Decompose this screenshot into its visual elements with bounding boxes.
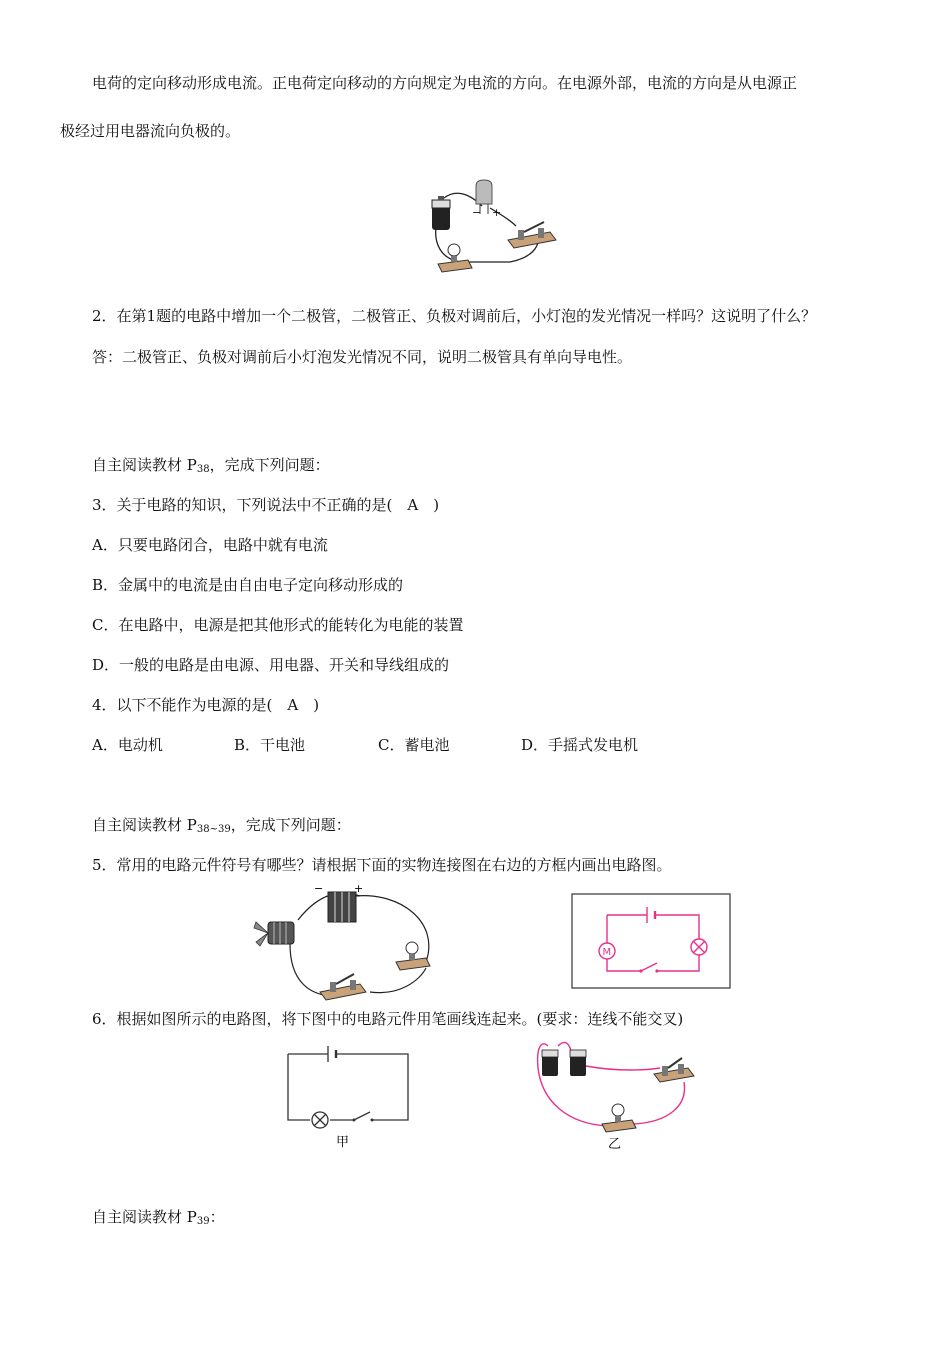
q5-stem: 5．常用的电路元件符号有哪些？请根据下面的实物连接图在右边的方框内画出电路图。 [92, 856, 672, 874]
q4-option-b: B．干电池 [234, 736, 306, 754]
intro-line-2: 极经过用电器流向负极的。 [60, 122, 241, 140]
q3-option-c: C．在电路中，电源是把其他形式的能转化为电能的装置 [92, 616, 464, 634]
reading-prompt-1: 自主阅读教材 $P_{38}$，完成下列问题： [92, 456, 330, 475]
q2-answer: 答：二极管正、负极对调前后小灯泡发光情况不同，说明二极管具有单向导电性。 [92, 348, 633, 366]
q6-stem: 6．根据如图所示的电路图，将下图中的电路元件用笔画线连起来。(要求：连线不能交叉) [92, 1010, 684, 1028]
q4-options [92, 734, 638, 755]
answer-box-circuit-diagram [571, 893, 731, 989]
q4-stem: 4．以下不能作为电源的是( A ) [92, 696, 320, 714]
motor-label: M [602, 947, 612, 958]
figure-real-circuit-motor [250, 882, 440, 1004]
q3-option-b: B．金属中的电流是由自由电子定向移动形成的 [92, 576, 404, 594]
battery-1 [542, 1050, 558, 1076]
figure-circuit-diode [420, 178, 560, 278]
q3-option-a: A．只要电路闭合，电路中就有电流 [92, 536, 328, 554]
motor [254, 922, 294, 946]
switch [320, 974, 366, 1000]
battery-pack [314, 882, 363, 922]
q4-option-d: D．手摇式发电机 [521, 736, 639, 754]
bulb [602, 1104, 636, 1132]
caption-jia: 甲 [336, 1135, 350, 1150]
figure-real-circuit-yi [528, 1038, 700, 1154]
switch-blade [354, 1112, 370, 1120]
bulb [396, 942, 430, 970]
answer-box [572, 894, 730, 988]
caption-yi: 乙 [608, 1137, 622, 1152]
figure-circuit-diagram-jia [282, 1042, 414, 1152]
reading-prompt-2: 自主阅读教材 $P_{38\sim 39}$，完成下列问题： [92, 816, 351, 835]
q4-option-c: C．蓄电池 [378, 736, 450, 754]
diode [476, 180, 492, 204]
bulb [438, 244, 472, 272]
switch [654, 1058, 694, 1082]
plus-sign: + [354, 882, 364, 895]
intro-line-1: 电荷的定向移动形成电流。正电荷定向移动的方向规定为电流的方向。在电源外部，电流的方向是从电源正 [92, 74, 798, 92]
minus-sign: − [314, 882, 324, 895]
battery-2 [570, 1050, 586, 1076]
minus-sign: − [472, 206, 482, 219]
q4-option-a: A．电动机 [92, 736, 163, 754]
q3-stem: 3．关于电路的知识，下列说法中不正确的是( A ) [92, 496, 440, 514]
reading-prompt-3: 自主阅读教材 $P_{39}$： [92, 1208, 225, 1227]
plus-sign: + [492, 206, 502, 219]
q2-question: 2．在第1题的电路中增加一个二极管，二极管正、负极对调前后，小灯泡的发光情况一样吗？这说明了什么？ [92, 307, 817, 325]
q3-option-d: D．一般的电路是由电源、用电器、开关和导线组成的 [92, 656, 450, 674]
